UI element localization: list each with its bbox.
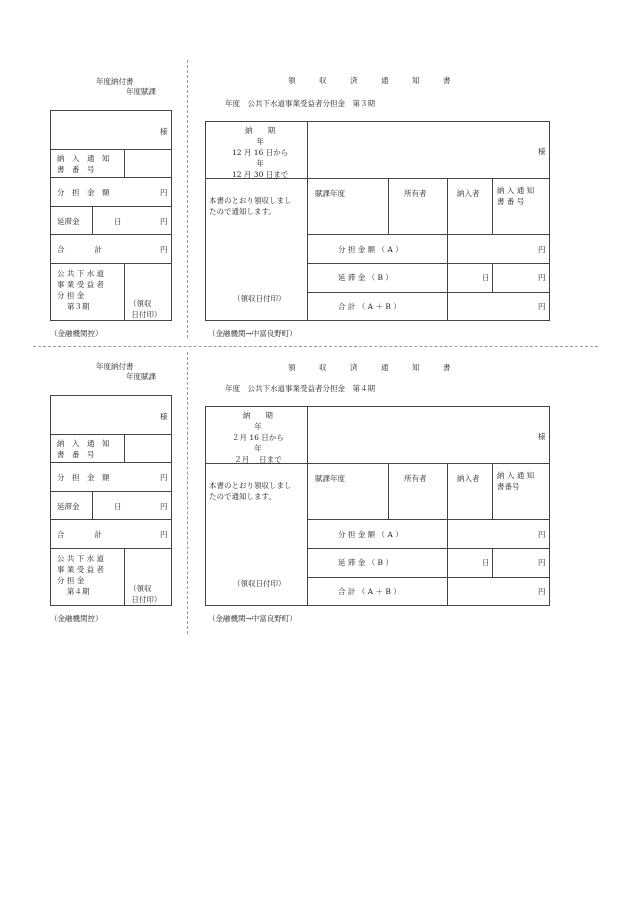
col-notice-number: 納 入 通 知 書番号	[497, 471, 535, 491]
payment-period: 納 期 年 ２月 16 日から 年 ２月 日まで	[232, 411, 284, 464]
stub-late-yen: 円	[160, 502, 168, 511]
stub-amount-label: 分 担 金 額	[57, 188, 110, 197]
late-b-label: 延 滞 金 （ B ）	[338, 558, 393, 567]
notice-subtitle: 年度 公共下水道事業受益者分担金 第４期	[225, 384, 375, 393]
stub-footer: （金融機関控）	[50, 614, 103, 623]
late-b-yen: 円	[538, 273, 546, 282]
col-owner: 所有者	[404, 189, 427, 198]
amount-a-label: 分 担 金 額 （ A ）	[338, 245, 403, 254]
amount-a-yen: 円	[538, 245, 546, 254]
notice-subtitle: 年度 公共下水道事業受益者分担金 第３期	[225, 99, 375, 108]
stub-amount-label: 分 担 金 額	[57, 473, 110, 482]
total-ab-yen: 円	[538, 302, 546, 311]
notice-stamp-area: （領収日付印）	[233, 294, 286, 303]
stub-total-yen: 円	[160, 245, 168, 254]
stub-subtitle: 年度賦課	[126, 372, 156, 381]
stub-stamp-area: （領収 日付印）	[129, 584, 162, 604]
col-owner: 所有者	[404, 474, 427, 483]
stub-title: 年度納付書	[96, 77, 134, 86]
notice-message: 本書のとおり領収しまし たので通知します。	[209, 196, 292, 216]
col-assessment-year: 賦課年度	[315, 474, 345, 483]
stub-total-label: 合 計	[57, 530, 102, 539]
amount-a-yen: 円	[538, 530, 546, 539]
stub-total-label: 合 計	[57, 245, 102, 254]
notice-footer: （金融機関→中富良野町）	[208, 614, 297, 623]
stub-description: 公 共 下 水 道 事 業 受 益 者 分 担 金 第４期	[57, 554, 105, 596]
cut-line-horizontal	[33, 346, 598, 347]
late-b-day: 日	[482, 273, 490, 282]
stub-total-yen: 円	[160, 530, 168, 539]
payment-period: 納 期 年 12 月 16 日から 年 12 月 30 日まで	[232, 126, 289, 179]
stub-late-label: 延滞金	[57, 217, 80, 226]
amount-a-label: 分 担 金 額 （ A ）	[338, 530, 403, 539]
col-payer: 納入者	[457, 189, 480, 198]
cut-line-vertical	[187, 352, 188, 634]
stub-notice-number-label: 納 入 通 知 書 番 号	[57, 439, 110, 459]
stub-description: 公 共 下 水 道 事 業 受 益 者 分 担 金 第３期	[57, 269, 105, 311]
notice-stamp-area: （領収日付印）	[233, 579, 286, 588]
stub-amount-yen: 円	[160, 473, 168, 482]
col-assessment-year: 賦課年度	[315, 189, 345, 198]
stub-subtitle: 年度賦課	[126, 87, 156, 96]
stub-stamp-area: （領収 日付印）	[129, 299, 162, 319]
late-b-yen: 円	[538, 558, 546, 567]
notice-footer: （金融機関→中富良野町）	[208, 329, 297, 338]
stub-late-label: 延滞金	[57, 502, 80, 511]
stub-recipient-suffix: 様	[160, 127, 168, 136]
total-ab-yen: 円	[538, 587, 546, 596]
notice-message: 本書のとおり領収しまし たので通知します。	[209, 481, 292, 501]
cut-line-vertical	[187, 60, 188, 338]
stub-late-day: 日	[114, 217, 122, 226]
stub-notice-number-label: 納 入 通 知 書 番 号	[57, 154, 110, 174]
stub-title: 年度納付書	[96, 362, 134, 371]
notice-recipient-suffix: 様	[538, 147, 546, 156]
stub-footer: （金融機関控）	[50, 329, 103, 338]
notice-recipient-suffix: 様	[538, 432, 546, 441]
notice-title: 領 収 済 通 知 書	[288, 76, 459, 85]
stub-recipient-suffix: 様	[160, 412, 168, 421]
total-ab-label: 合 計 （ A ＋ B ）	[338, 587, 401, 596]
col-payer: 納入者	[457, 474, 480, 483]
stub-late-day: 日	[114, 502, 122, 511]
late-b-label: 延 滞 金 （ B ）	[338, 273, 393, 282]
notice-title: 領 収 済 通 知 書	[288, 363, 459, 372]
col-notice-number: 納 入 通 知 書 番 号	[497, 186, 535, 206]
stub-amount-yen: 円	[160, 188, 168, 197]
total-ab-label: 合 計 （ A ＋ B ）	[338, 302, 401, 311]
stub-late-yen: 円	[160, 217, 168, 226]
late-b-day: 日	[482, 558, 490, 567]
